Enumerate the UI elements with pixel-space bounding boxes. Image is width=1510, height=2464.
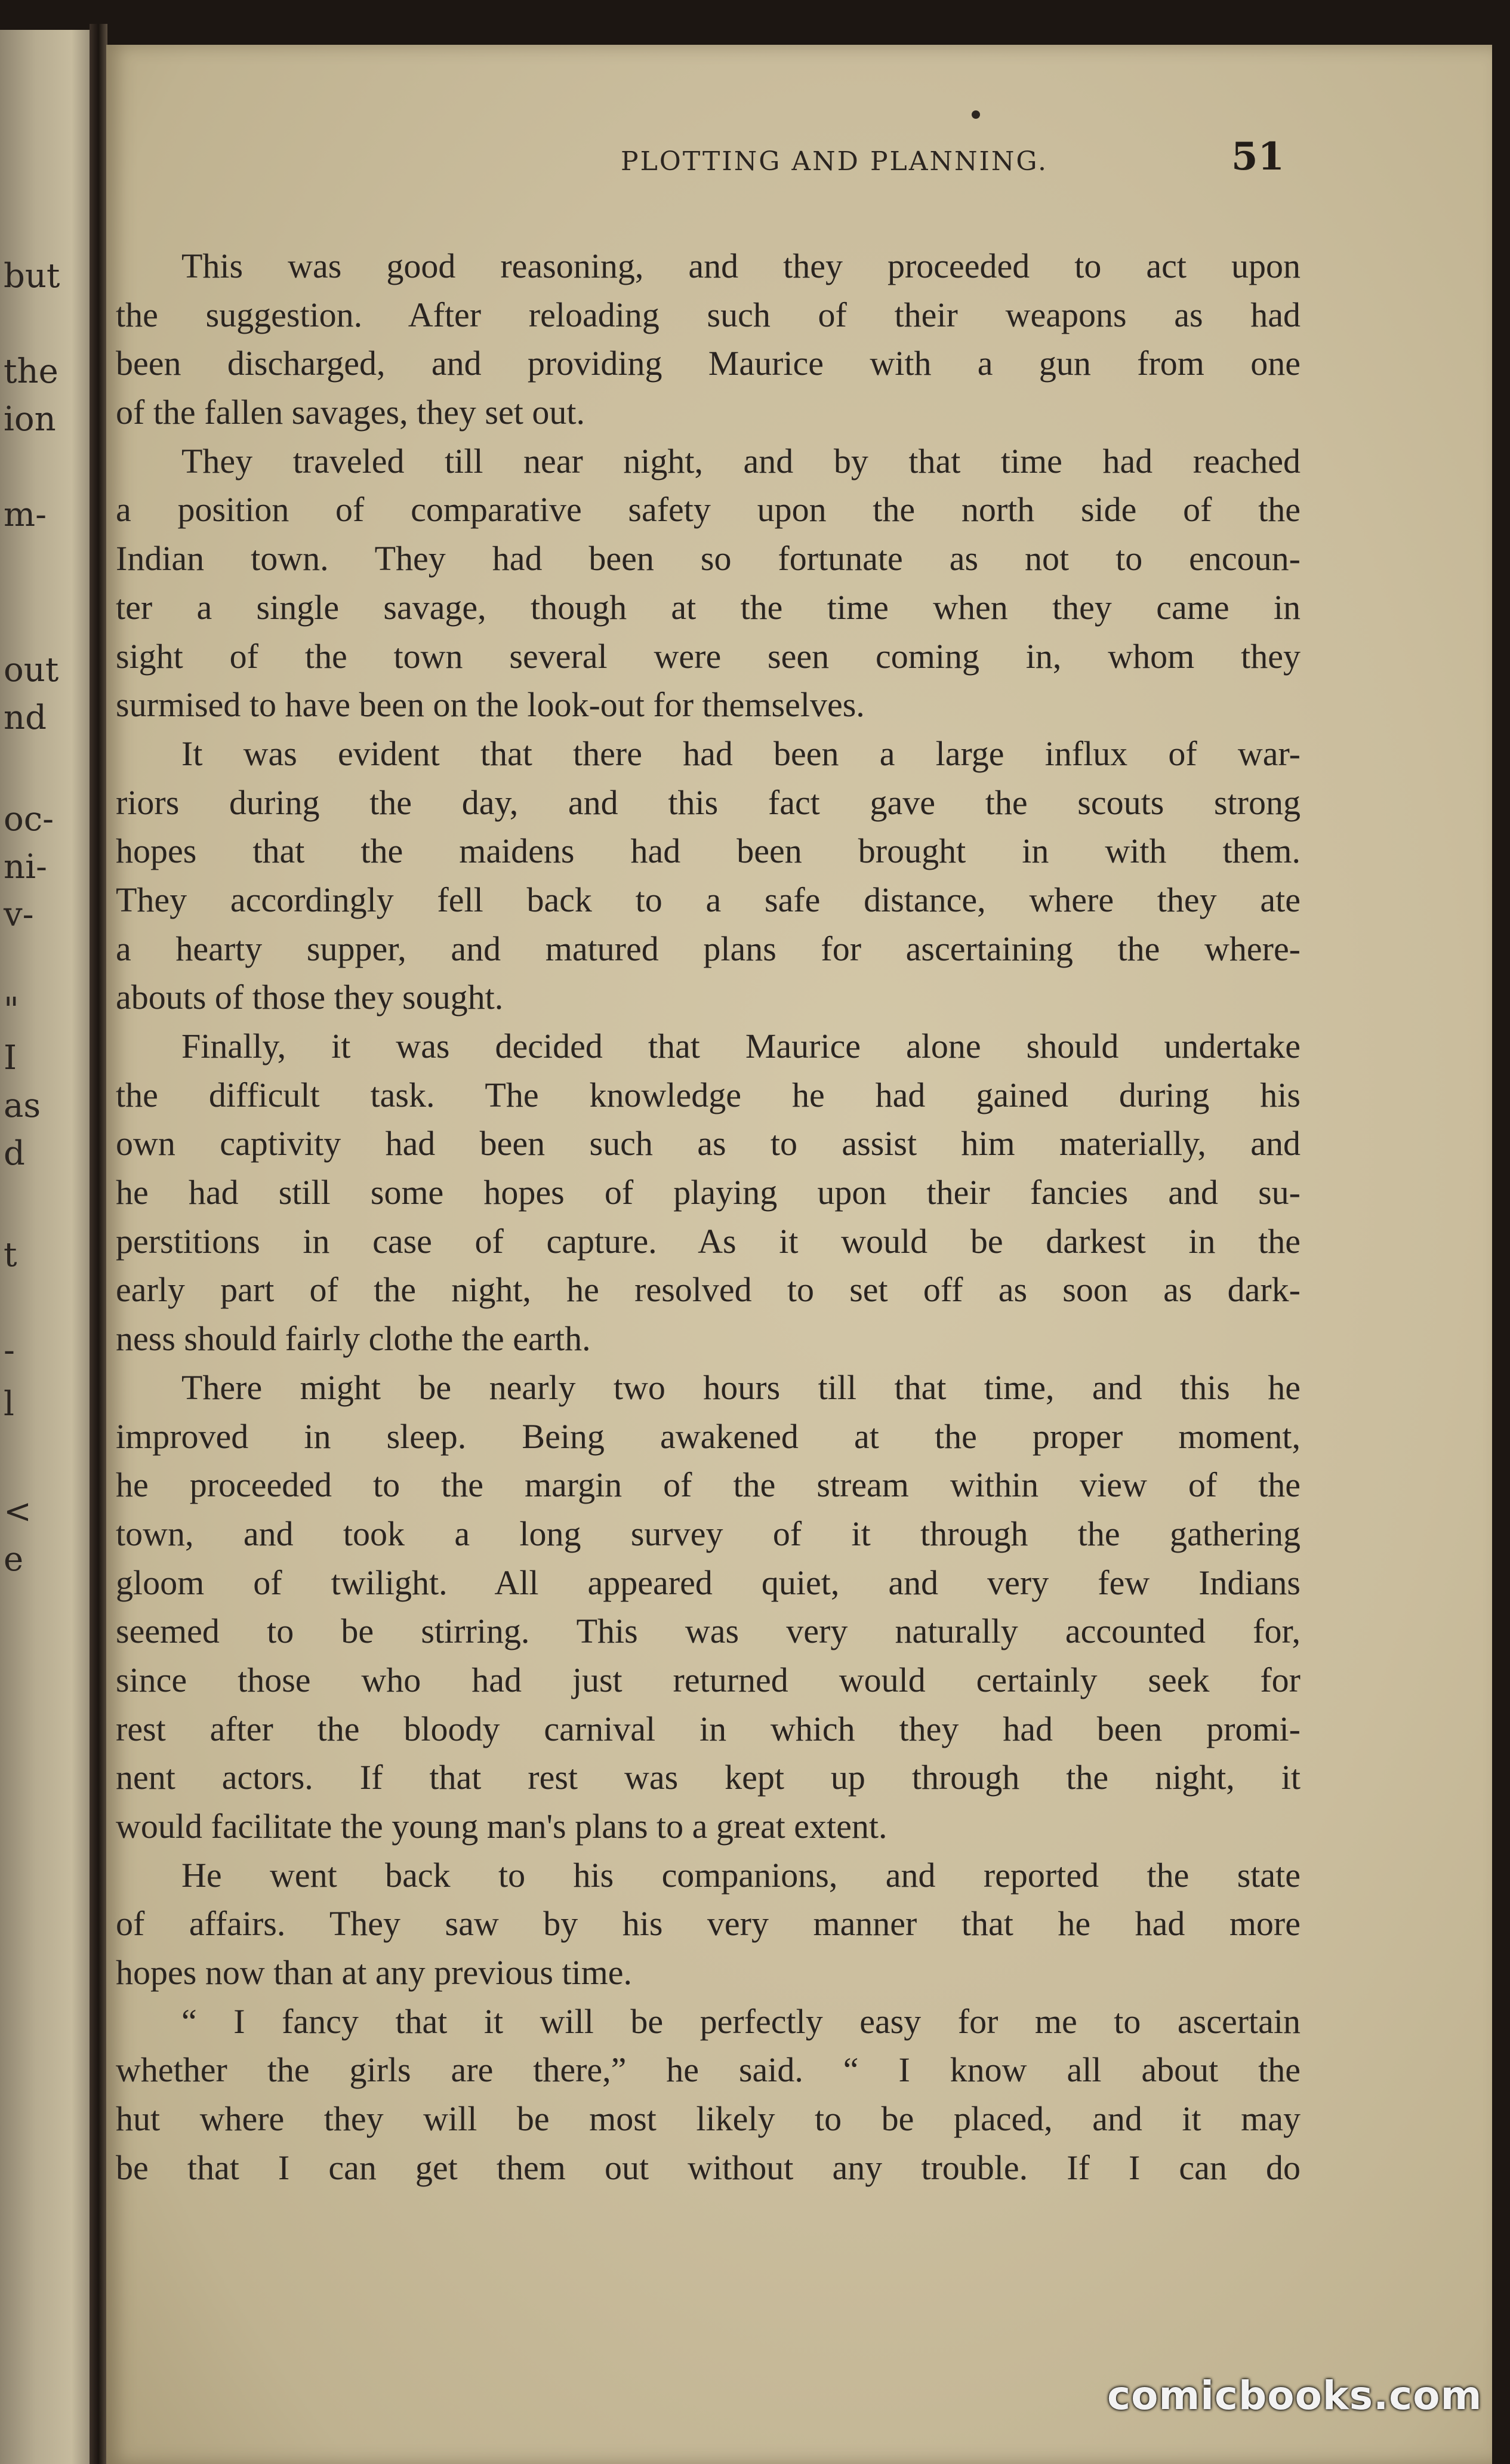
- text-line: he proceeded to the margin of the stream within view of the: [116, 1465, 1301, 1505]
- text-line: a position of comparative safety upon the north side of the: [116, 490, 1301, 529]
- prev-page-fragment: nd: [4, 698, 47, 737]
- prev-page-fragment: e: [4, 1540, 24, 1579]
- prev-page-fragment: v-: [4, 895, 34, 934]
- prev-page-fragment: ion: [4, 400, 56, 439]
- text-line: surmised to have been on the look-out for themselves.: [116, 685, 865, 725]
- text-line: the difficult task. The knowledge he had gained during his: [116, 1075, 1301, 1114]
- text-line: hopes now than at any previous time.: [116, 1953, 632, 1992]
- text-line: hopes that the maidens had been brought in with them.: [116, 831, 1301, 871]
- prev-page-fragment: out: [4, 651, 59, 689]
- text-line: whether the girls are there,” he said. “ I know all about the: [116, 2050, 1301, 2090]
- text-line: nent actors. If that rest was kept up through the night, it: [116, 1758, 1301, 1797]
- text-line: been discharged, and providing Maurice with a gun from one: [116, 344, 1301, 383]
- text-line: be that I can get them out without any trouble. If I can do: [116, 2148, 1301, 2187]
- prev-page-fragment: -: [4, 1331, 15, 1370]
- text-line: own captivity had been such as to assist him materially, and: [116, 1124, 1301, 1163]
- text-line: town, and took a long survey of it through the gathering: [116, 1514, 1301, 1553]
- prev-page-fragment: m-: [4, 495, 47, 534]
- text-line: abouts of those they sought.: [116, 978, 504, 1017]
- text-line: Indian town. They had been so fortunate as not to encoun-: [116, 539, 1301, 578]
- text-line: “ I fancy that it will be perfectly easy for me to ascertain: [181, 2001, 1301, 2041]
- prev-page-fragment: <: [4, 1492, 32, 1531]
- text-line: perstitions in case of capture. As it would be darkest in the: [116, 1221, 1301, 1261]
- text-line: a hearty supper, and matured plans for ascertaining the where-: [116, 929, 1301, 968]
- text-line: This was good reasoning, and they proceeded to act upon: [181, 247, 1301, 285]
- text-line: since those who had just returned would certainly seek for: [116, 1660, 1301, 1699]
- text-line: ness should fairly clothe the earth.: [116, 1319, 591, 1359]
- text-line: They accordingly fell back to a safe distance, where they ate: [116, 880, 1301, 919]
- site-watermark: comicbooks.com: [1107, 2373, 1483, 2419]
- text-line: He went back to his companions, and reported the state: [181, 1855, 1301, 1895]
- ink-speck: [972, 110, 980, 119]
- prev-page-fragment: oc-: [4, 800, 54, 839]
- page-number: 51: [1231, 134, 1285, 179]
- prev-page-fragment: t: [4, 1236, 17, 1274]
- text-line: rest after the bloody carnival in which they had been promi-: [116, 1709, 1301, 1748]
- text-line: It was evident that there had been a large influx of war-: [181, 734, 1301, 773]
- text-line: There might be nearly two hours till that time, and this he: [181, 1367, 1301, 1407]
- prev-page-fragment: I: [4, 1039, 17, 1077]
- text-line: he had still some hopes of playing upon their fancies and su-: [116, 1173, 1301, 1212]
- text-line: seemed to be stirring. This was very naturally accounted for,: [116, 1612, 1301, 1651]
- book-page: [106, 45, 1492, 2464]
- previous-page-edge: [0, 30, 90, 2464]
- text-line: They traveled till near night, and by that time had reached: [181, 441, 1301, 481]
- text-line: early part of the night, he resolved to set off as soon as dark-: [116, 1270, 1301, 1310]
- text-line: ter a single savage, though at the time when they came in: [116, 587, 1301, 627]
- body-text: [116, 242, 1301, 2192]
- prev-page-fragment: d: [4, 1134, 25, 1173]
- text-line: gloom of twilight. All appeared quiet, and very few Indians: [116, 1563, 1301, 1602]
- text-line: Finally, it was decided that Maurice alone should undertake: [181, 1027, 1301, 1065]
- text-line: the suggestion. After reloading such of their weapons as had: [116, 295, 1301, 334]
- text-line: riors during the day, and this fact gave the scouts strong: [116, 783, 1301, 822]
- text-line: of affairs. They saw by his very manner that he had more: [116, 1904, 1301, 1944]
- prev-page-fragment: as: [4, 1086, 41, 1125]
- prev-page-fragment: ni-: [4, 848, 47, 886]
- running-head: PLOTTING AND PLANNING.: [620, 146, 1048, 177]
- text-line: hut where they will be most likely to be placed, and it may: [116, 2099, 1301, 2139]
- text-line: of the fallen savages, they set out.: [116, 393, 585, 432]
- text-line: improved in sleep. Being awakened at the proper moment,: [116, 1416, 1301, 1456]
- book-gutter: [90, 24, 107, 2464]
- prev-page-fragment: but: [4, 257, 60, 295]
- prev-page-fragment: the: [4, 352, 58, 391]
- prev-page-fragment: ": [4, 991, 19, 1030]
- text-line: sight of the town several were seen coming in, whom they: [116, 636, 1301, 676]
- prev-page-fragment: l: [4, 1385, 14, 1424]
- text-line: would facilitate the young man's plans to a great extent.: [116, 1807, 887, 1846]
